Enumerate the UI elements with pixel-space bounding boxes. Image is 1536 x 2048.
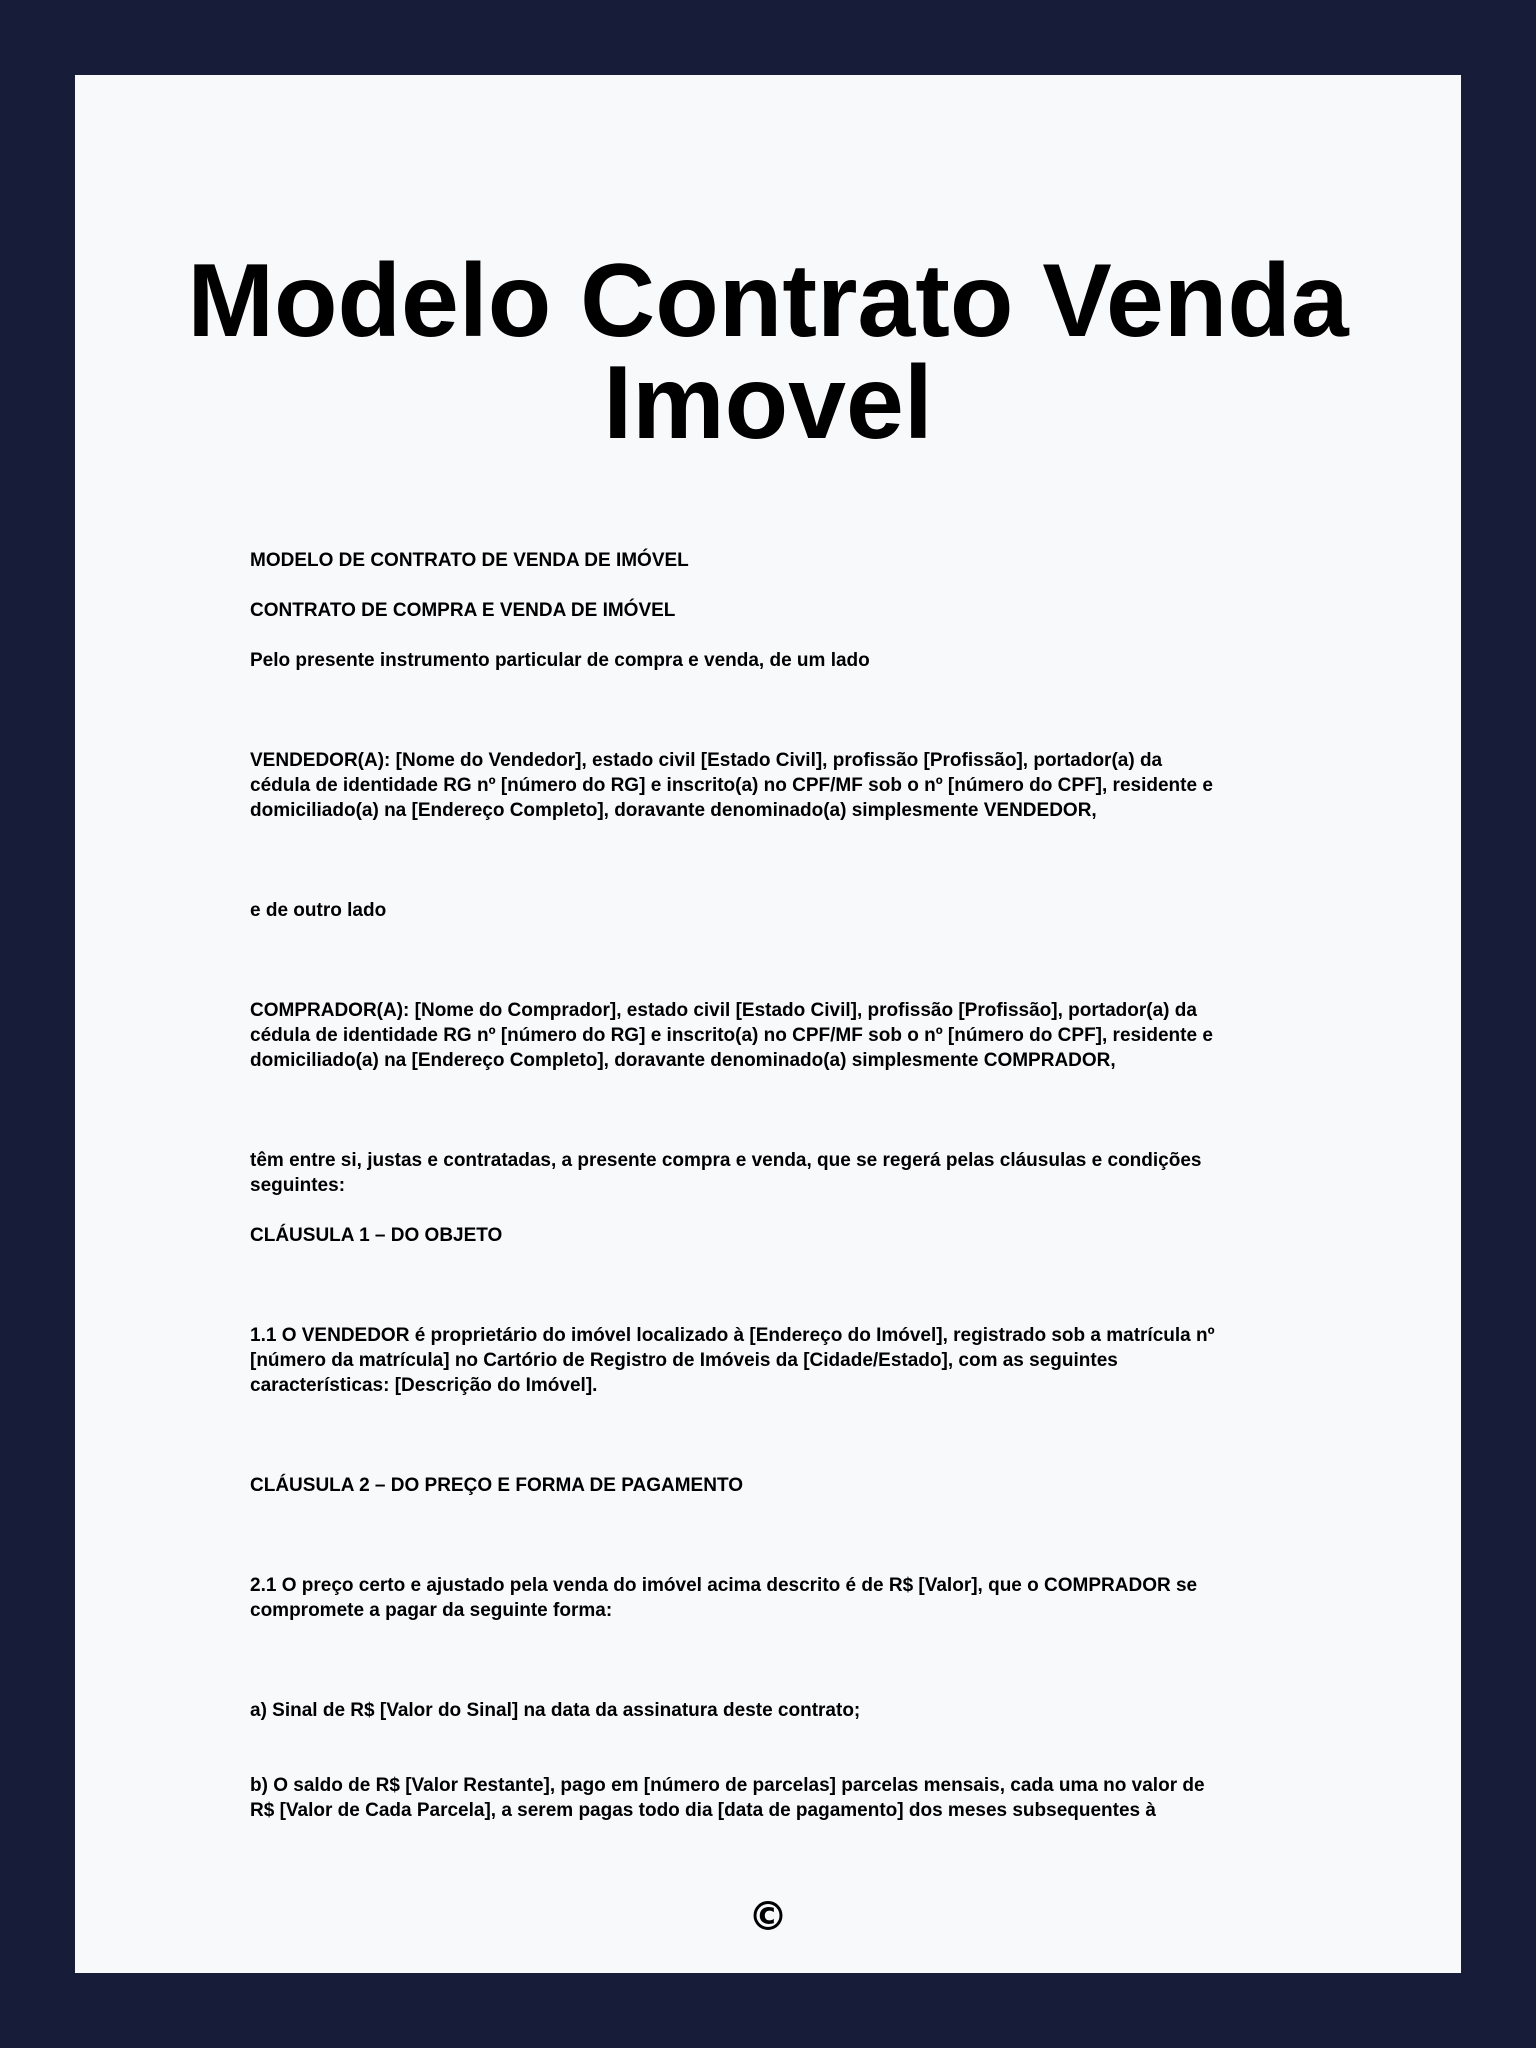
paragraph-seller: VENDEDOR(A): [Nome do Vendedor], estado civil [Estado Civil], profissão [Profissão], portador(a) da cédula de identidade RG nº [número do RG] e inscrito(a) no CPF/MF sob o nº [número do CPF], residente e domiciliado(a) na [Endereço Completo], doravante denominado(a) simplesmente VENDEDOR, bbox=[250, 750, 1213, 821]
paragraph-heading-model: MODELO DE CONTRATO DE VENDA DE IMÓVEL bbox=[250, 550, 689, 571]
clause-2-1-a: a) Sinal de R$ [Valor do Sinal] na data da assinatura deste contrato; bbox=[250, 1700, 861, 1721]
clause-2-1: 2.1 O preço certo e ajustado pela venda do imóvel acima descrito é de R$ [Valor], que o COMPRADOR se compromete a pagar da seguinte forma: bbox=[250, 1575, 1198, 1621]
clause-1-heading: CLÁUSULA 1 – DO OBJETO bbox=[250, 1225, 503, 1246]
document-page bbox=[75, 75, 1461, 1973]
paragraph-heading-contract: CONTRATO DE COMPRA E VENDA DE IMÓVEL bbox=[250, 600, 676, 621]
paragraph-other-side: e de outro lado bbox=[250, 900, 387, 921]
paragraph-buyer: COMPRADOR(A): [Nome do Comprador], estado civil [Estado Civil], profissão [Profissão], portador(a) da cédula de identidade RG nº [número do RG] e inscrito(a) no CPF/MF sob o nº [número do CPF], residente e domiciliado(a) na [Endereço Completo], doravante denominado(a) simplesmente COMPRADOR, bbox=[250, 1000, 1213, 1071]
document-body bbox=[250, 548, 1360, 1823]
copyright-icon: © bbox=[748, 1894, 788, 1940]
paragraph-intro: Pelo presente instrumento particular de compra e venda, de um lado bbox=[250, 650, 870, 671]
page-title: Modelo Contrato Venda Imovel bbox=[187, 243, 1349, 461]
paragraph-agreement: têm entre si, justas e contratadas, a presente compra e venda, que se regerá pelas cláusulas e condições seguintes: bbox=[250, 1150, 1202, 1196]
clause-1-1: 1.1 O VENDEDOR é proprietário do imóvel localizado à [Endereço do Imóvel], registrado sob a matrícula nº [número da matrícula] no Cartório de Registro de Imóveis da [Cidade/Estado], com as seguintes características: [Descrição do Imóvel]. bbox=[250, 1325, 1215, 1396]
clause-2-1-b: b) O saldo de R$ [Valor Restante], pago em [número de parcelas] parcelas mensais, cada uma no valor de R$ [Valor de Cada Parcela], a serem pagas todo dia [data de pagamento] dos meses subsequentes à bbox=[250, 1775, 1205, 1821]
clause-2-heading: CLÁUSULA 2 – DO PREÇO E FORMA DE PAGAMENTO bbox=[250, 1475, 743, 1496]
